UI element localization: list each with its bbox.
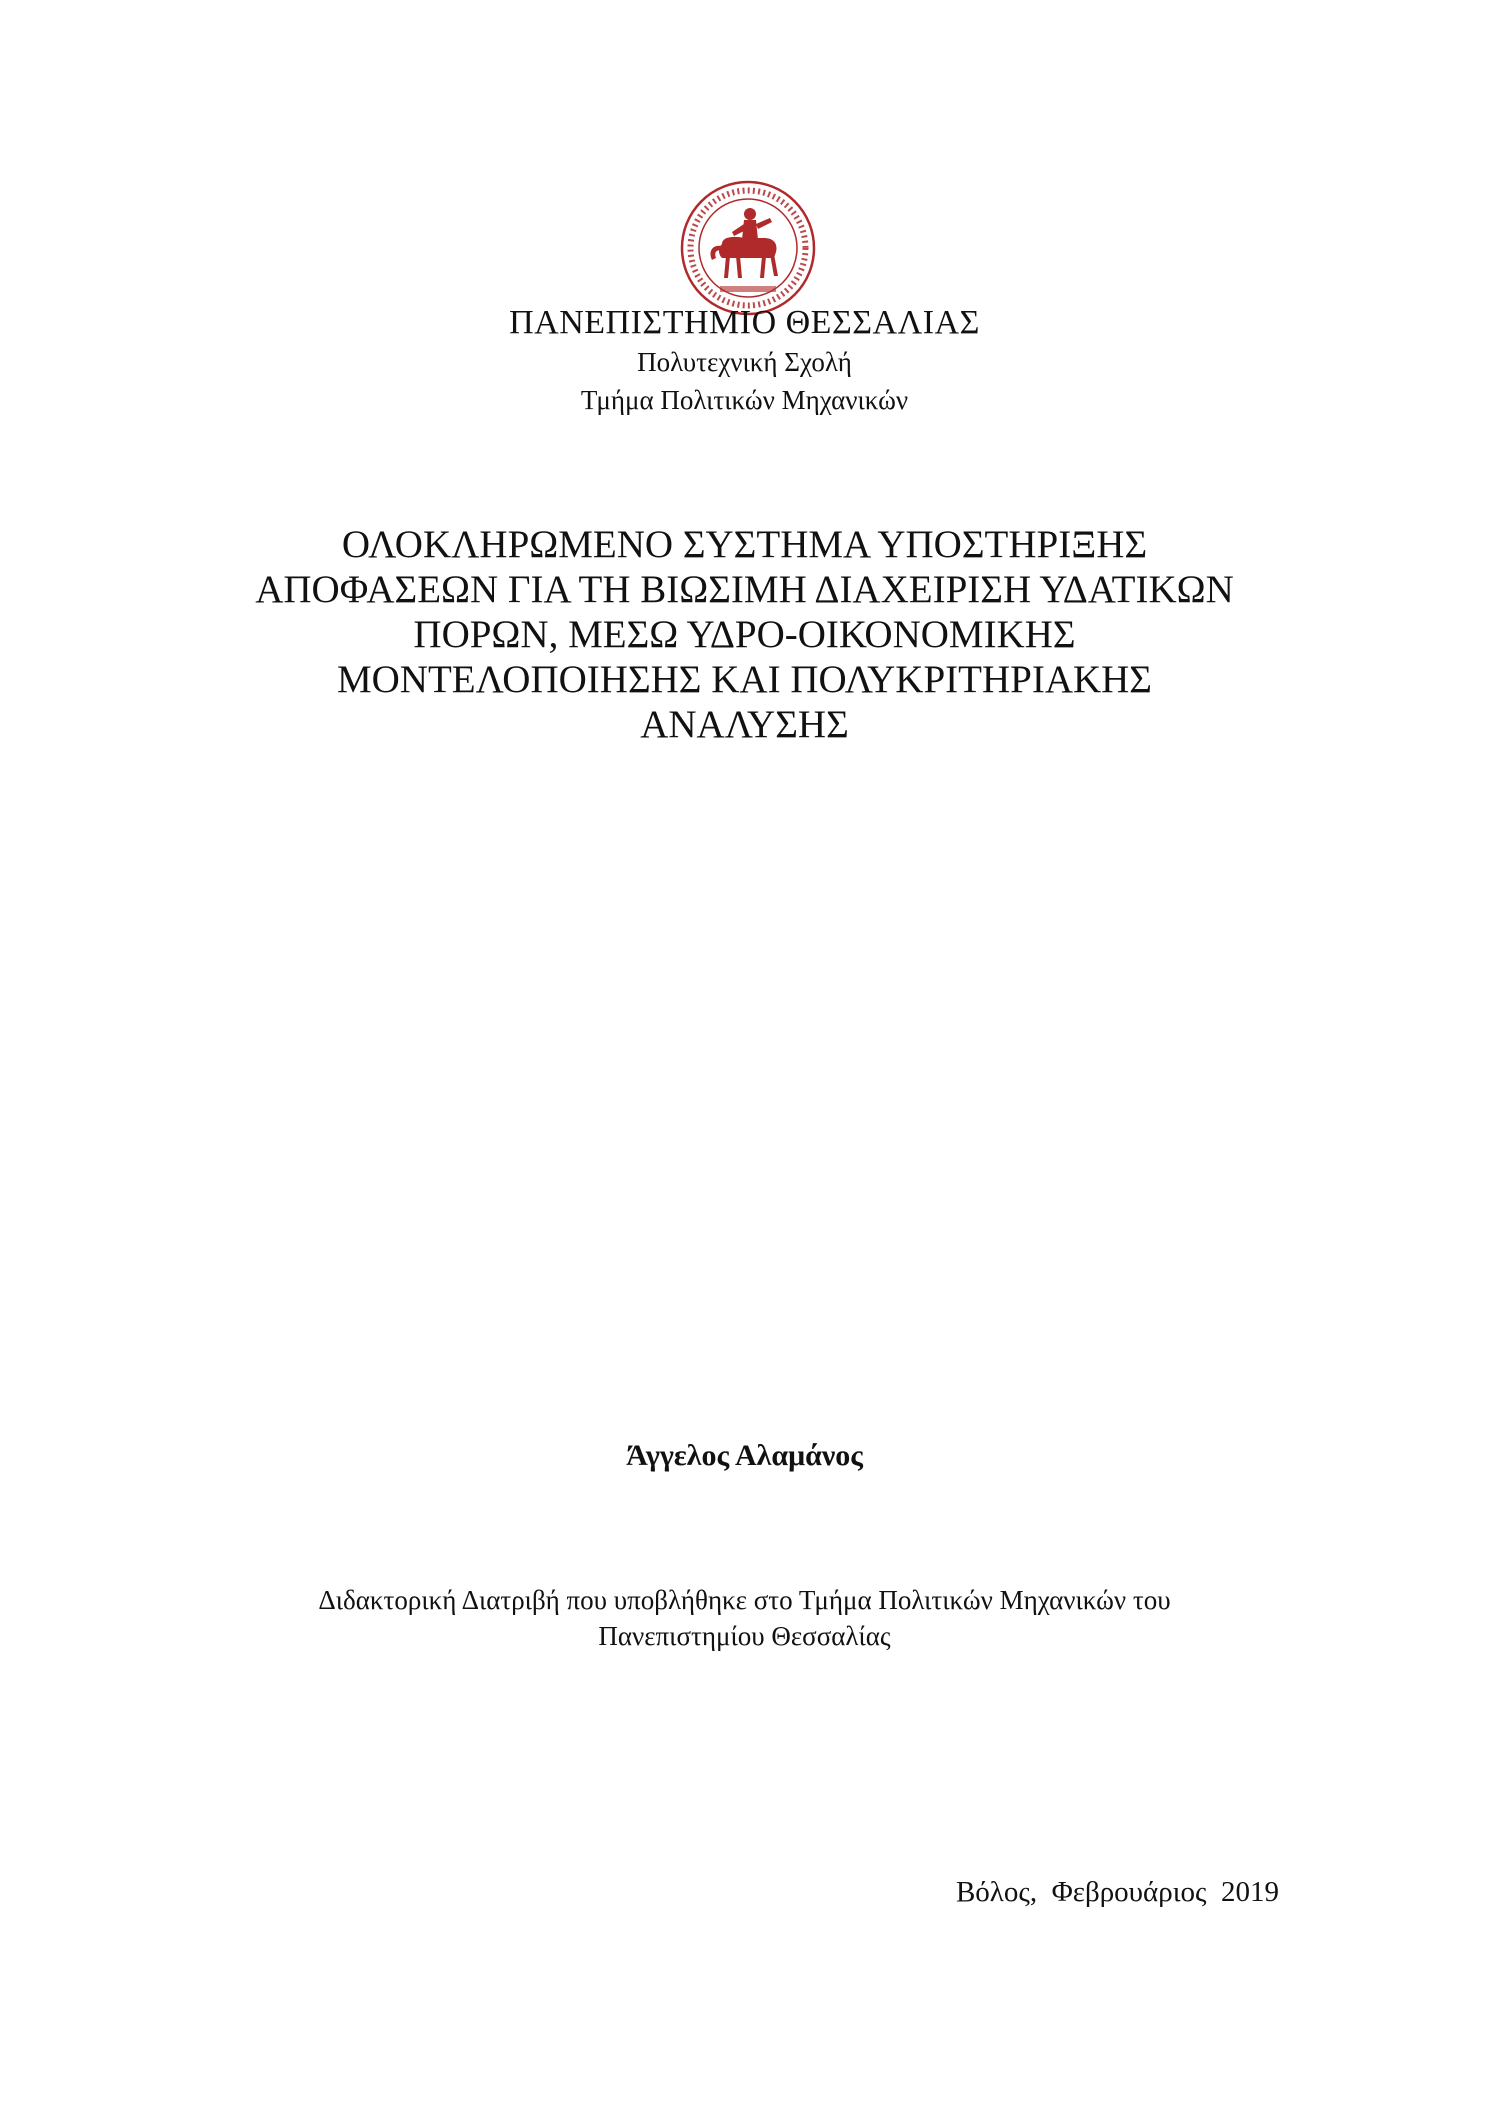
author-name: Άγγελος Αλαμάνος <box>626 1439 863 1472</box>
place-and-date: Βόλος, Φεβρουάριος 2019 <box>955 1876 1279 1908</box>
department-name: Τμήμα Πολιτικών Μηχανικών <box>580 385 909 415</box>
thesis-title-line: ΑΠΟΦΑΣΕΩΝ ΓΙΑ ΤΗ ΒΙΩΣΙΜΗ ΔΙΑΧΕΙΡΙΣΗ ΥΔΑΤΙΚΩΝ <box>255 568 1234 611</box>
thesis-title <box>0 522 1489 747</box>
school-name: Πολυτεχνική Σχολή <box>637 347 852 377</box>
university-name: ΠΑΝΕΠΙΣΤΗΜΙΟ ΘΕΣΣΑΛΙΑΣ <box>509 304 980 341</box>
thesis-title-line: ΟΛΟΚΛΗΡΩΜΕΝΟ ΣΥΣΤΗΜΑ ΥΠΟΣΤΗΡΙΞΗΣ <box>341 523 1148 566</box>
thesis-description <box>0 1582 1489 1654</box>
description-line: Διδακτορική Διατριβή που υποβλήθηκε στο Τμήμα Πολιτικών Μηχανικών του <box>318 1585 1171 1615</box>
thesis-title-line: ΜΟΝΤΕΛΟΠΟΙΗΣΗΣ ΚΑΙ ΠΟΛΥΚΡΙΤΗΡΙΑΚΗΣ <box>336 658 1153 701</box>
thesis-title-line: ΑΝΑΛΥΣΗΣ <box>640 703 849 746</box>
description-line: Πανεπιστημίου Θεσσαλίας <box>598 1621 891 1651</box>
thesis-title-line: ΠΟΡΩΝ, ΜΕΣΩ ΥΔΡΟ-ΟΙΚΟΝΟΜΙΚΗΣ <box>413 613 1076 656</box>
university-seal-icon <box>678 178 818 318</box>
